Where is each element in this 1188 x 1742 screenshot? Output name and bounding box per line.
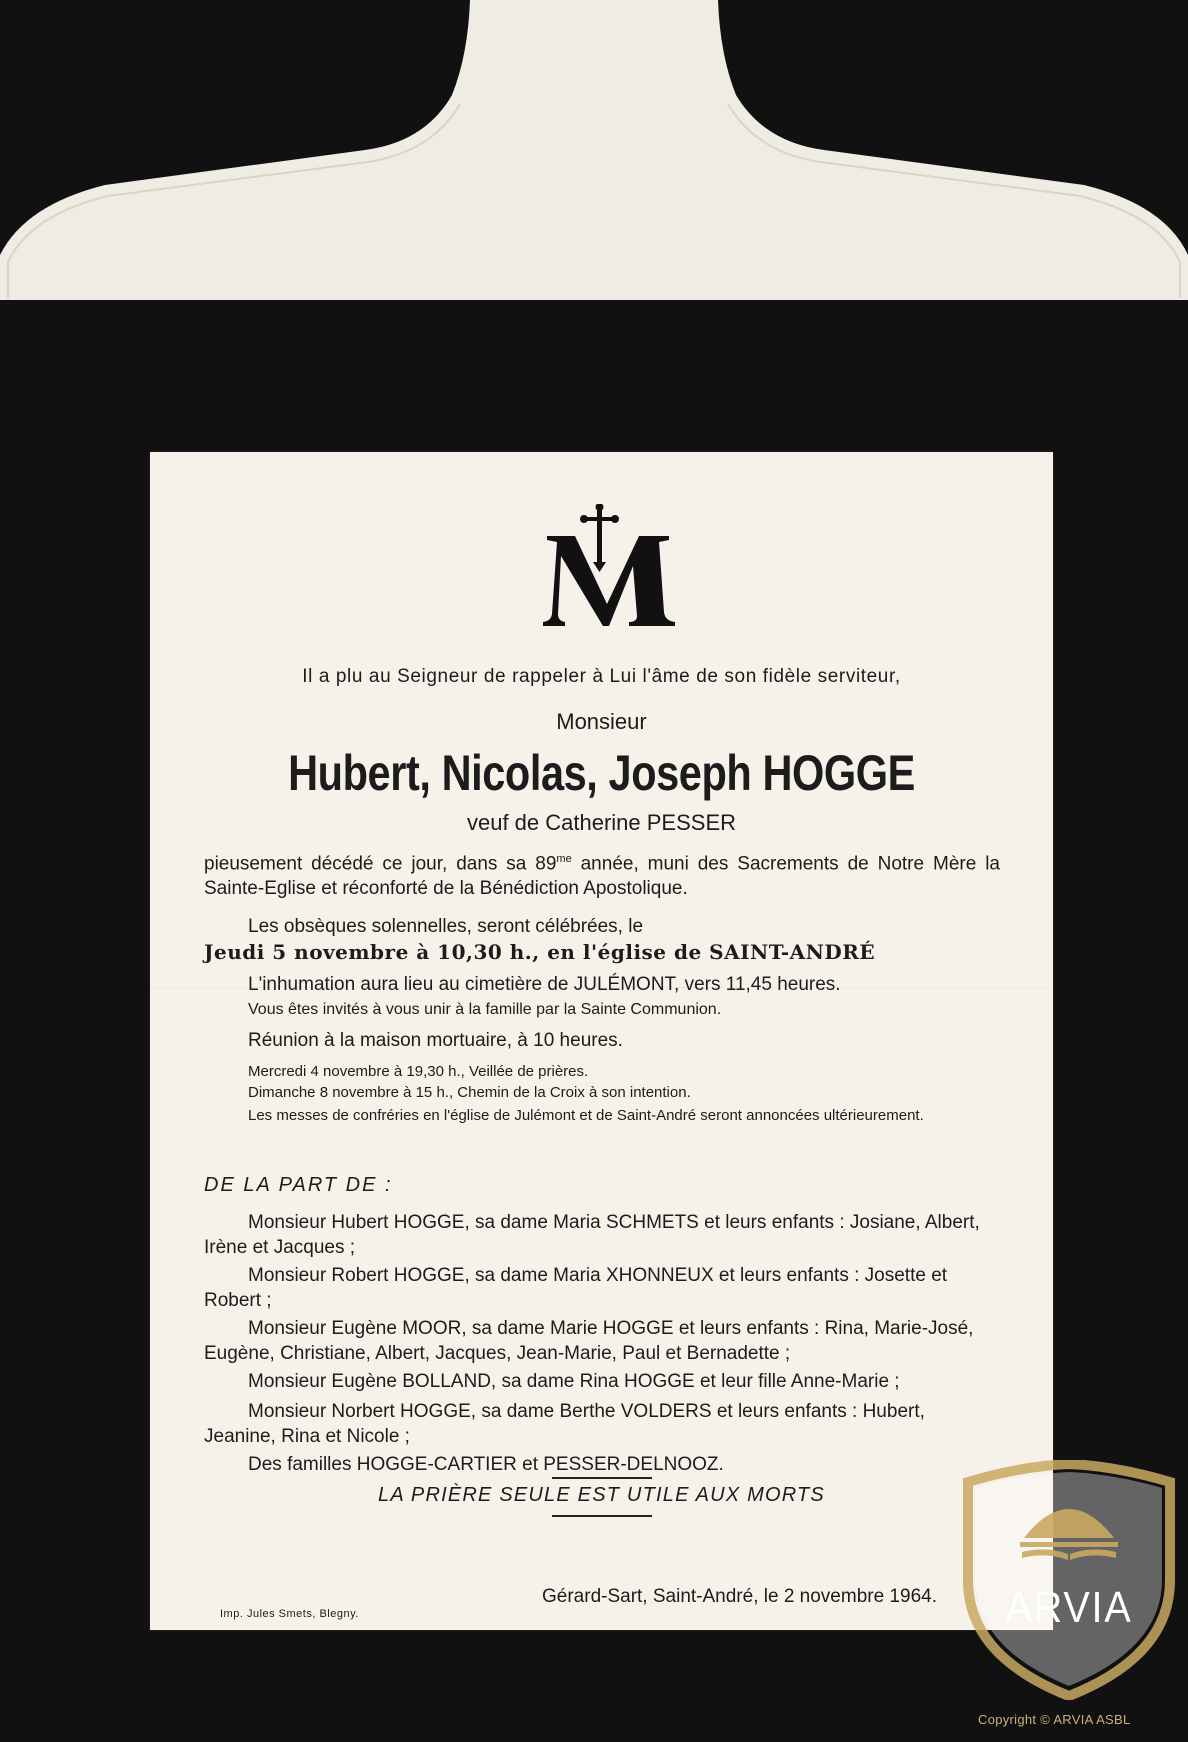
family-entry: Des familles HOGGE-CARTIER et PESSER-DELNOOZ. <box>248 1454 724 1475</box>
title-monsieur: Monsieur <box>556 709 647 734</box>
masses-text: Les messes de confréries en l'église de Julémont et de Saint-André seront annoncées ultérieurement. <box>248 1107 924 1124</box>
printer-credit: Imp. Jules Smets, Blegny. <box>220 1608 359 1620</box>
family-entry: Monsieur Eugène MOOR, sa dame Marie HOGGE et leurs enfants : Rina, Marie-José, Eugène, Christiane, Albert, Jacques, Jean-Marie, Paul et Bernadette ; <box>204 1318 974 1364</box>
divider-line <box>552 1515 652 1517</box>
arvia-shield-logo <box>962 1460 1176 1700</box>
invitation-text: Vous êtes invités à vous unir à la famille par la Sainte Communion. <box>248 1001 722 1018</box>
envelope-flap <box>0 0 1188 310</box>
intro-text: Il a plu au Seigneur de rappeler à Lui l'âme de son fidèle serviteur, <box>302 666 901 687</box>
death-paragraph: pieusement décédé ce jour, dans sa $89^{me}$ année, muni des Sacrements de Notre Mère la Sainte-Eglise et réconforté de la Bénédiction Apostolique. <box>204 853 1000 900</box>
wake-text: Mercredi 4 novembre à 19,30 h., Veillée de prières. <box>248 1063 589 1080</box>
arvia-logo-text: ARVIA <box>1005 1583 1133 1632</box>
copyright-notice: Copyright © ARVIA ASBL <box>978 1712 1131 1727</box>
widower-text: veuf de Catherine PESSER <box>466 810 737 835</box>
inhumation-text: L'inhumation aura lieu au cimetière de JULÉMONT, vers 11,45 heures. <box>248 974 841 995</box>
marian-monogram-icon <box>480 504 720 629</box>
divider-line <box>552 1477 652 1479</box>
family-entry: Monsieur Robert HOGGE, sa dame Maria XHONNEUX et leurs enfants : Josette et Robert ; <box>204 1265 948 1311</box>
family-entry: Monsieur Hubert HOGGE, sa dame Maria SCHMETS et leurs enfants : Josiane, Albert, Irène et Jacques ; <box>204 1212 980 1258</box>
family-entry: Monsieur Eugène BOLLAND, sa dame Rina HOGGE et leur fille Anne-Marie ; <box>248 1371 900 1392</box>
funeral-notice-card <box>150 452 1053 1630</box>
de-la-part-heading: DE LA PART DE : <box>204 1174 393 1196</box>
ceremony-date: Jeudi 5 novembre à 10,30 h., en l'église de SAINT-ANDRÉ <box>204 940 876 964</box>
place-date: Gérard-Sart, Saint-André, le 2 novembre 1964. <box>542 1586 937 1607</box>
obseques-text: Les obsèques solennelles, seront célébrées, le <box>248 916 644 937</box>
reunion-text: Réunion à la maison mortuaire, à 10 heures. <box>248 1030 623 1051</box>
deceased-name: Hubert, Nicolas, Joseph HOGGE <box>288 745 915 801</box>
prayer-motto: LA PRIÈRE SEULE EST UTILE AUX MORTS <box>378 1484 825 1506</box>
way-of-cross-text: Dimanche 8 novembre à 15 h., Chemin de la Croix à son intention. <box>248 1084 691 1101</box>
family-entry: Monsieur Norbert HOGGE, sa dame Berthe VOLDERS et leurs enfants : Hubert, Jeanine, Rina et Nicole ; <box>204 1401 925 1447</box>
